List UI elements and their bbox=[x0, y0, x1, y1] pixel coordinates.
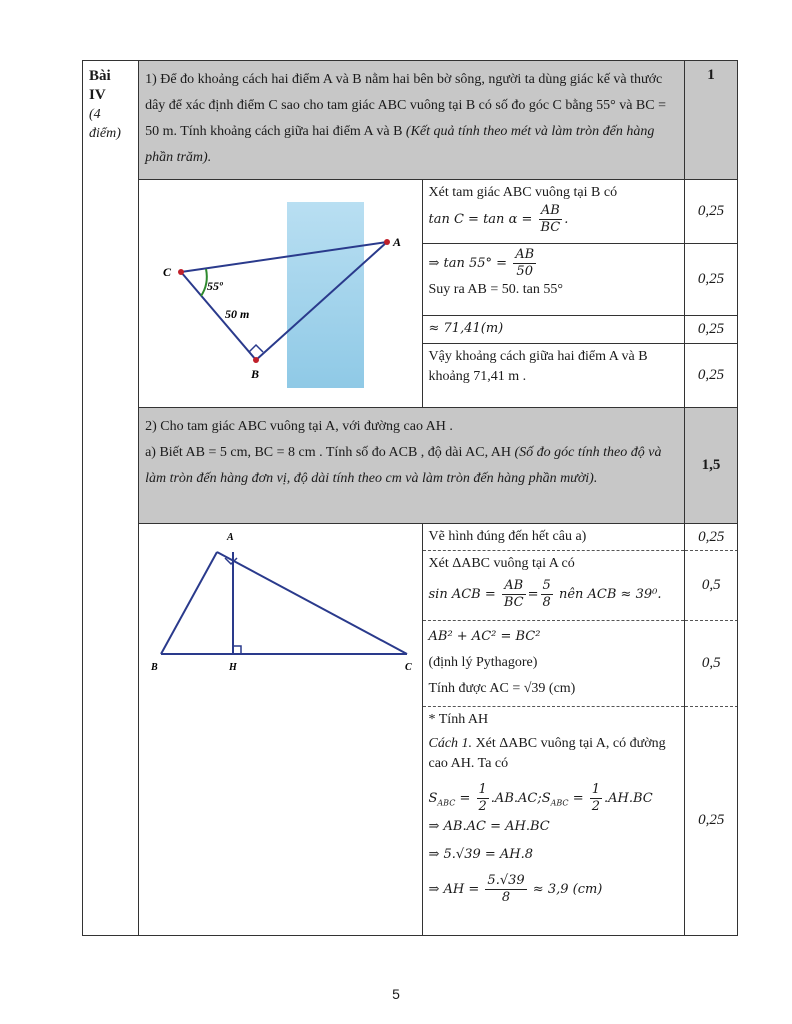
right-triangle-figure bbox=[139, 524, 422, 704]
part2-steps bbox=[423, 524, 738, 935]
part1-step3-text: ≈ 71,41(m) bbox=[428, 320, 504, 336]
part1-step1-points: 0,25 bbox=[684, 180, 737, 244]
part1-step3-points: 0,25 bbox=[684, 315, 737, 344]
part2-step2-den2: 8 bbox=[542, 595, 551, 610]
part2-step2-eq: = bbox=[527, 587, 539, 602]
label-a: A bbox=[393, 235, 402, 249]
part2-step4-r2: ⇒ 5.√39 = AH.8 bbox=[428, 847, 534, 862]
bai-points-line1: (4 bbox=[89, 107, 101, 122]
river-band bbox=[287, 202, 364, 388]
label-h: H bbox=[229, 662, 237, 673]
r3-tail: ≈ 3,9 (cm) bbox=[532, 882, 603, 897]
bai-points-line2: điểm) bbox=[89, 126, 121, 141]
part1-step3 bbox=[422, 315, 684, 344]
part1-figure-cell bbox=[139, 180, 422, 408]
s2-num: 1 bbox=[591, 782, 601, 797]
angle-label: 55º bbox=[207, 279, 223, 293]
label-c2: C bbox=[405, 662, 412, 673]
part1-step1-text: Xét tam giác ABC vuông tại B có bbox=[428, 185, 618, 200]
part1-step1-lhs: tan C = tan α = bbox=[428, 212, 533, 227]
part1-total-points: 1 bbox=[684, 61, 737, 180]
answer-table-wrapper bbox=[82, 60, 738, 936]
side-ac bbox=[217, 552, 407, 654]
part2-step2-den1: BC bbox=[503, 595, 524, 610]
part2-step1-points: 0,25 bbox=[685, 524, 738, 551]
label-c: C bbox=[163, 265, 172, 279]
page-number: 5 bbox=[392, 986, 400, 1002]
side-ab bbox=[161, 552, 217, 654]
label-a2: A bbox=[227, 532, 234, 543]
part1-problem bbox=[139, 61, 685, 180]
part2-step3-points: 0,5 bbox=[685, 621, 738, 707]
part2-step1-text: Vẽ hình đúng đến hết câu a) bbox=[428, 529, 587, 544]
part1-step1-tail: . bbox=[564, 212, 569, 227]
part2-steps-cell bbox=[422, 524, 738, 936]
part2-problem bbox=[139, 408, 685, 524]
part2-step4-cach-text: Xét ΔABC vuông tại A, có đường cao AH. Ta có bbox=[428, 736, 666, 771]
part2-intro: 2) Cho tam giác ABC vuông tại A, với đường cao AH . bbox=[145, 419, 453, 434]
side-label: 50 m bbox=[225, 307, 250, 321]
s2-tail: .AH.BC bbox=[604, 791, 653, 806]
s1-lhs: S bbox=[428, 791, 438, 806]
part2-step2-conclusion: nên ACB ≈ 39⁰. bbox=[554, 587, 662, 602]
part1-step2-num: AB bbox=[515, 246, 535, 262]
bai-label: Bài bbox=[89, 68, 111, 84]
part1-step4-points: 0,25 bbox=[684, 344, 737, 408]
answer-table bbox=[82, 60, 738, 936]
part2-question-italic: (Số đo góc tính theo độ và làm tròn đến hàng đơn vị, độ dài tính theo cm và làm tròn đến hàng phần mười). bbox=[145, 445, 662, 486]
part2-figure-cell bbox=[139, 524, 422, 936]
part2-step2-points: 0,5 bbox=[685, 551, 738, 621]
part1-step4-text: Vậy khoảng cách giữa hai điểm A và B khoảng 71,41 m . bbox=[428, 349, 648, 385]
part1-step2 bbox=[422, 243, 684, 315]
part1-problem-text: 1) Để đo khoảng cách hai điểm A và B nằm hai bên bờ sông, người ta dùng giác kế và thước dây để xác định điểm C sao cho tam giác ABC vuông tại B có số đo góc C bằng 55° và BC = 50 m. Tính khoảng cách giữa hai điểm A và B bbox=[145, 72, 666, 139]
s1-num: 1 bbox=[478, 782, 487, 797]
bai-cell bbox=[83, 61, 139, 936]
right-angle-mark bbox=[249, 345, 263, 352]
part2-step2-line1: Xét ΔABC vuông tại A có bbox=[428, 556, 575, 571]
river-triangle-figure bbox=[139, 180, 422, 402]
s2-den: 2 bbox=[591, 799, 601, 814]
s2-sub: ABC bbox=[550, 798, 569, 808]
r3-den: 8 bbox=[501, 890, 511, 905]
part2-step3-line1: AB² + AC² = BC² bbox=[428, 629, 541, 644]
bai-number: IV bbox=[89, 87, 106, 103]
right-angle-h bbox=[233, 646, 241, 654]
angle-arc bbox=[201, 269, 207, 296]
part1-step1-num: AB bbox=[539, 203, 563, 220]
s1-eq: = bbox=[455, 791, 475, 806]
s1-den: 2 bbox=[478, 799, 487, 814]
label-b2: B bbox=[151, 662, 158, 673]
r3-num: 5.√39 bbox=[487, 873, 525, 888]
part2-question-a: a) Biết AB = 5 cm, BC = 8 cm . Tính số đo ACB , độ dài AC, AH bbox=[145, 445, 512, 460]
part2-step3-line2: (định lý Pythagore) bbox=[428, 655, 538, 670]
part2-step2-lhs: sin ACB = bbox=[428, 587, 496, 602]
part2-step3-line3: Tính được AC = √39 (cm) bbox=[428, 681, 576, 696]
point-b bbox=[253, 357, 259, 363]
s1-sub: ABC bbox=[437, 798, 456, 808]
part1-step2-lhs: ⇒ tan 55° = bbox=[428, 255, 508, 271]
part1-problem-italic: (Kết quả tính theo mét và làm tròn đến hàng phần trăm). bbox=[145, 124, 655, 165]
point-c bbox=[178, 269, 184, 275]
s1-tail: .AB.AC;S bbox=[490, 791, 551, 806]
part2-step4-points: 0,25 bbox=[698, 812, 725, 829]
part1-step1-den: BC bbox=[540, 220, 561, 235]
part1-step4 bbox=[422, 344, 684, 408]
part2-step4-title: * Tính AH bbox=[428, 712, 489, 727]
s2-eq: = bbox=[568, 791, 588, 806]
part2-step2-num1: AB bbox=[502, 578, 526, 595]
label-b: B bbox=[251, 367, 260, 381]
part1-step2-points: 0,25 bbox=[684, 243, 737, 315]
point-a bbox=[384, 239, 390, 245]
part2-step4-r1: ⇒ AB.AC = AH.BC bbox=[428, 819, 550, 834]
r3-lhs: ⇒ AH = bbox=[428, 882, 480, 897]
part2-total-points: 1,5 bbox=[684, 408, 737, 524]
part1-step1 bbox=[422, 180, 684, 244]
part1-step2-suyra: Suy ra AB = 50. tan 55° bbox=[428, 281, 563, 297]
part2-step2-num2: 5 bbox=[542, 578, 551, 593]
part1-step2-den: 50 bbox=[516, 263, 533, 279]
part2-step4-cach: Cách 1. bbox=[428, 736, 473, 751]
